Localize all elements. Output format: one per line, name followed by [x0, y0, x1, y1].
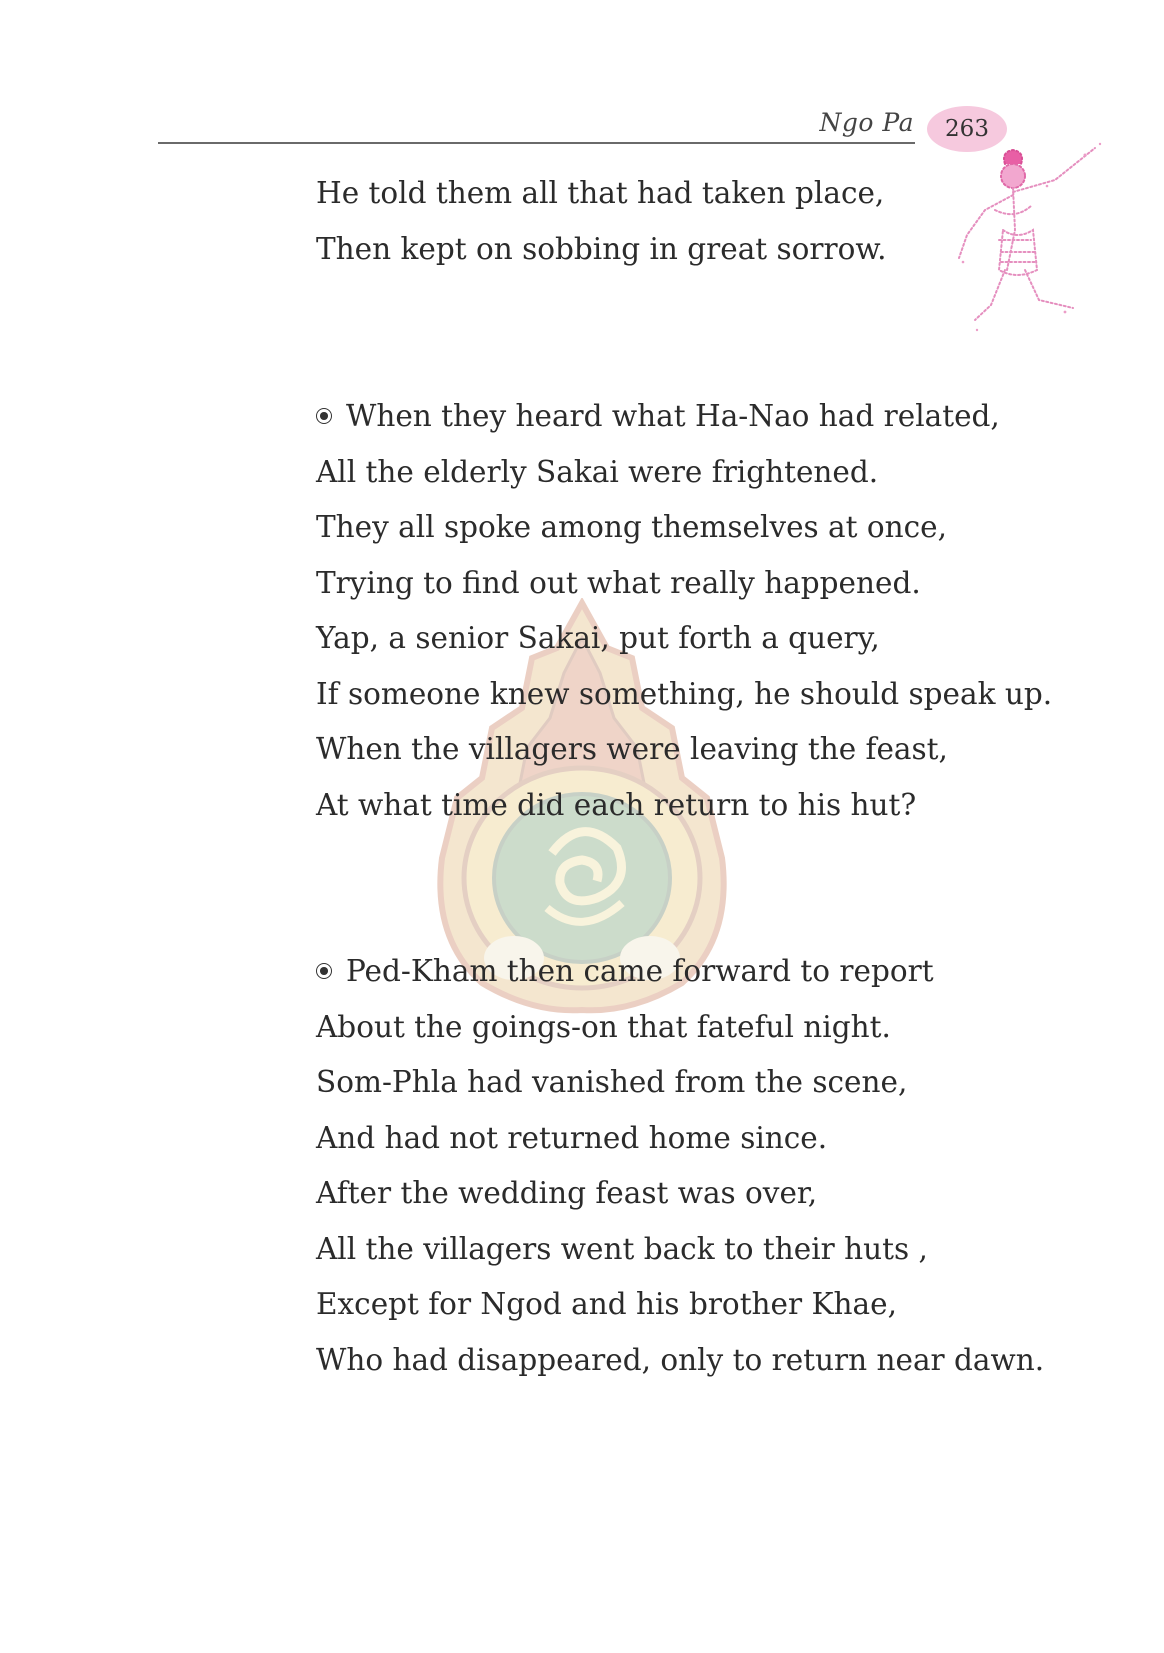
stanza-bullet-icon: [316, 408, 332, 424]
verse-line: Som-Phla had vanished from the scene,: [316, 1065, 908, 1099]
header-rule: [158, 142, 915, 144]
verse-line: Except for Ngod and his brother Khae,: [316, 1287, 897, 1321]
verse-line: And had not returned home since.: [316, 1120, 828, 1155]
stanza-2: [316, 389, 1052, 833]
verse-line: Yap, a senior Sakai, put forth a query,: [316, 621, 880, 655]
verse-line: If someone knew something, he should speak up.: [316, 676, 1053, 711]
verse-line: About the goings-on that fateful night.: [316, 1009, 891, 1044]
verse-line: Then kept on sobbing in great sorrow.: [316, 231, 887, 266]
dancer-illustration: [955, 140, 1115, 350]
verse-line-first: Ped-Kham then came forward to report: [316, 944, 1044, 1000]
verse-line: At what time did each return to his hut?: [316, 787, 917, 822]
verse-line: They all spoke among themselves at once,: [316, 510, 947, 544]
verse-line: After the wedding feast was over,: [316, 1176, 818, 1210]
page-number: 263: [945, 116, 989, 142]
verse-line: All the elderly Sakai were frightened.: [316, 454, 879, 489]
verse-line: All the villagers went back to their huts ,: [316, 1231, 928, 1266]
stanza-3: [316, 944, 1044, 1388]
verse-line: When the villagers were leaving the feast,: [316, 732, 948, 766]
verse-line: Who had disappeared, only to return near dawn.: [316, 1342, 1045, 1377]
stanza-1: [316, 166, 887, 277]
running-head: Ngo Pa: [819, 108, 914, 137]
verse-line: He told them all that had taken place,: [316, 176, 885, 210]
verse-line: Trying to find out what really happened.: [316, 565, 921, 600]
stanza-bullet-icon: [316, 963, 332, 979]
verse-line-first: When they heard what Ha-Nao had related,: [316, 389, 1052, 445]
